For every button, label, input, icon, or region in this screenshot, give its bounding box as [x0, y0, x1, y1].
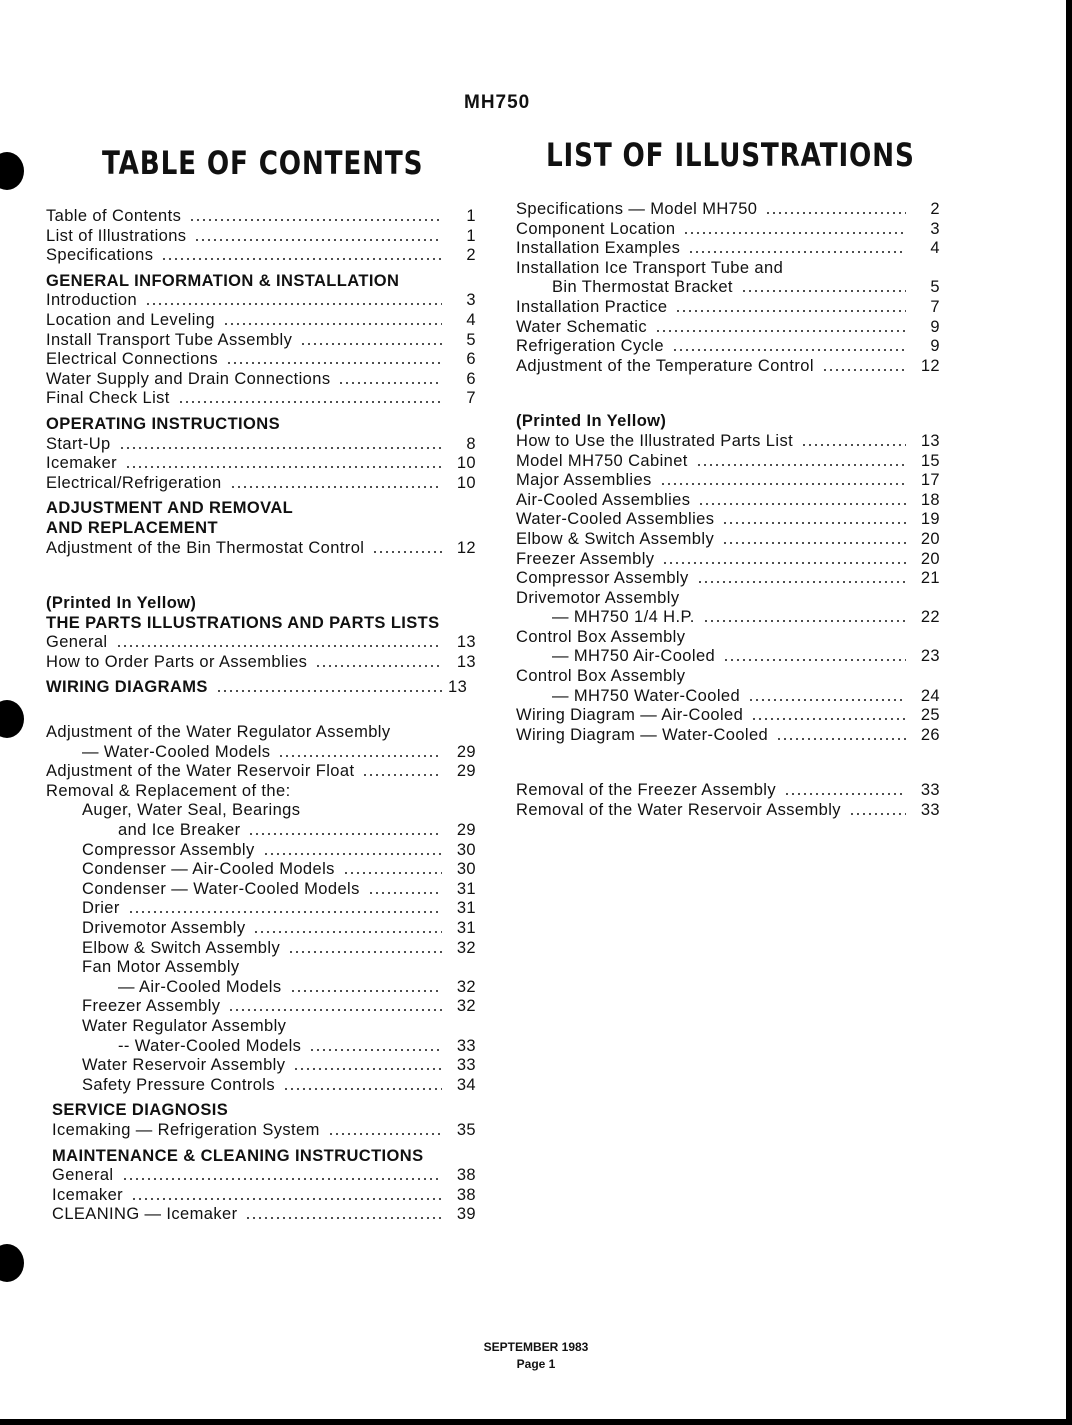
dot-leader: [119, 447, 442, 449]
entry-label: Icemaking — Refrigeration System: [52, 1120, 320, 1139]
dot-leader: [723, 659, 906, 661]
entry-label: and Ice Breaker: [118, 821, 241, 840]
entry-label: — MH750 Air-Cooled: [552, 647, 716, 666]
entry-label: Start-Up: [46, 434, 111, 453]
entry-label: CLEANING — Icemaker: [52, 1205, 238, 1224]
page-number: 13: [448, 678, 468, 697]
dot-leader: [125, 466, 442, 468]
entry-label: Water Supply and Drain Connections: [46, 369, 331, 388]
section-heading: [46, 678, 476, 698]
footer-date: SEPTEMBER 1983: [483, 1340, 589, 1354]
entry-label: -- Water-Cooled Models: [118, 1036, 302, 1055]
table-of-contents: [46, 207, 476, 1225]
entry-label: Elbow & Switch Assembly: [516, 529, 715, 548]
dot-leader: [751, 718, 906, 720]
dot-leader: [672, 349, 906, 351]
page-number: 12: [456, 538, 476, 557]
page-number: 4: [930, 239, 940, 258]
page-number: 7: [466, 389, 476, 408]
entry-label: Specifications — Model MH750: [516, 200, 758, 218]
page-number: 7: [930, 297, 940, 316]
page-number: 23: [920, 647, 940, 666]
contents-entry: [516, 220, 940, 240]
contents-entry: [46, 474, 476, 494]
entry-label: Water Schematic: [516, 317, 648, 336]
section-heading-label: ADJUSTMENT AND REMOVAL: [46, 499, 294, 518]
contents-entry: [516, 298, 940, 318]
page-number: 9: [930, 317, 940, 336]
entry-label: Refrigeration Cycle: [516, 337, 664, 356]
page-number: 29: [456, 762, 476, 781]
contents-entry: [46, 743, 476, 763]
section-heading: [46, 499, 476, 519]
page-number: 20: [920, 529, 940, 548]
dot-leader: [230, 486, 442, 488]
contents-entry: [46, 1076, 476, 1096]
contents-entry: [516, 667, 940, 687]
entry-label: Water Regulator Assembly: [82, 1016, 287, 1035]
entry-label: General: [46, 633, 108, 652]
contents-entry: [46, 860, 476, 880]
contents-entry: [516, 318, 940, 338]
contents-entry: [516, 337, 940, 357]
page-number: 32: [456, 938, 476, 957]
entry-label: Installation Practice: [516, 297, 668, 316]
contents-entry: [516, 239, 940, 259]
page-border-bottom: [0, 1419, 1072, 1425]
contents-entry: [46, 1037, 476, 1057]
dot-leader: [216, 690, 442, 692]
entry-label: Installation Examples: [516, 239, 681, 258]
dot-leader: [776, 738, 906, 740]
dot-leader: [253, 931, 442, 933]
contents-entry: [46, 899, 476, 919]
contents-entry: [46, 880, 476, 900]
page-number: 24: [920, 686, 940, 705]
entry-label: Component Location: [516, 219, 676, 238]
contents-entry: [516, 200, 940, 220]
dot-leader: [703, 620, 906, 622]
contents-entry: [46, 1205, 476, 1225]
dot-leader: [293, 1068, 442, 1070]
page-number: 1: [466, 226, 476, 245]
page-number: 33: [920, 781, 940, 800]
entry-label: — MH750 1/4 H.P.: [552, 608, 695, 627]
dot-leader: [178, 401, 442, 403]
page-number: 22: [920, 608, 940, 627]
contents-entry: [46, 939, 476, 959]
page-border-right: [1066, 0, 1072, 1425]
page-number: 6: [466, 350, 476, 369]
dot-leader: [683, 232, 906, 234]
section-heading-label: THE PARTS ILLUSTRATIONS AND PARTS LISTS: [46, 613, 440, 632]
contents-entry: [516, 471, 940, 491]
footer-page: Page 1: [516, 1357, 556, 1371]
page-number: 20: [920, 549, 940, 568]
entry-label: — Water-Cooled Models: [82, 742, 271, 761]
page-number: 17: [920, 471, 940, 490]
contents-entry: [516, 687, 940, 707]
entry-label: Freezer Assembly: [516, 549, 655, 568]
dot-leader: [194, 239, 442, 241]
page-number: 2: [930, 200, 940, 218]
entry-label: Electrical Connections: [46, 350, 219, 369]
contents-entry: [46, 762, 476, 782]
entry-label: Removal of the Water Reservoir Assembly: [516, 801, 841, 820]
entry-label: Adjustment of the Water Regulator Assembly: [46, 723, 391, 742]
contents-entry: [46, 370, 476, 390]
section-heading-label: (Printed In Yellow): [516, 412, 667, 431]
entry-label: Adjustment of the Water Reservoir Float: [46, 762, 355, 781]
entry-label: Auger, Water Seal, Bearings: [82, 801, 301, 820]
section-heading: [46, 594, 476, 614]
contents-entry: [46, 653, 476, 673]
entry-label: Control Box Assembly: [516, 627, 686, 646]
contents-entry: [516, 801, 940, 821]
entry-label: Compressor Assembly: [516, 569, 689, 588]
dot-leader: [245, 1217, 442, 1219]
page-number: 4: [466, 310, 476, 329]
page-number: 19: [920, 510, 940, 529]
section-heading-label: WIRING DIAGRAMS: [46, 678, 208, 697]
dot-leader: [741, 290, 906, 292]
page-number: 31: [456, 879, 476, 898]
entry-label: General: [52, 1166, 114, 1185]
entry-label: Installation Ice Transport Tube and: [516, 258, 784, 277]
dot-leader: [655, 330, 906, 332]
dot-leader: [328, 1133, 442, 1135]
page-number: 18: [920, 490, 940, 509]
contents-entry: [516, 647, 940, 667]
contents-entry: [516, 510, 940, 530]
entry-label: Icemaker: [52, 1185, 124, 1204]
contents-entry: [46, 997, 476, 1017]
entry-label: Drier: [82, 899, 120, 918]
dot-leader: [696, 464, 906, 466]
entry-label: Removal & Replacement of the:: [46, 781, 291, 800]
dot-leader: [801, 444, 906, 446]
section-heading: [46, 1147, 476, 1167]
page-number: 30: [456, 840, 476, 859]
entry-label: Specifications: [46, 246, 154, 265]
entry-label: — Air-Cooled Models: [118, 977, 282, 996]
contents-entry: [516, 259, 940, 279]
page-number: 13: [456, 633, 476, 652]
entry-label: Model MH750 Cabinet: [516, 451, 688, 470]
dot-leader: [822, 369, 906, 371]
dot-leader: [116, 645, 442, 647]
dot-leader: [688, 251, 906, 253]
contents-entry: [46, 841, 476, 861]
contents-entry: [516, 278, 940, 298]
entry-label: Control Box Assembly: [516, 667, 686, 686]
contents-entry: [46, 801, 476, 821]
entry-label: Condenser — Air-Cooled Models: [82, 860, 335, 879]
section-heading-label: AND REPLACEMENT: [46, 518, 218, 537]
page-number: 8: [466, 434, 476, 453]
entry-label: Install Transport Tube Assembly: [46, 330, 293, 349]
dot-leader: [722, 542, 906, 544]
dot-leader: [372, 551, 442, 553]
entry-label: Bin Thermostat Bracket: [552, 278, 733, 297]
binder-hole-icon: [0, 152, 24, 190]
entry-label: Major Assemblies: [516, 471, 652, 490]
dot-leader: [189, 219, 442, 221]
loi-title: LIST OF ILLUSTRATIONS: [546, 136, 915, 174]
contents-entry: [516, 530, 940, 550]
contents-entry: [516, 491, 940, 511]
page-number: 35: [456, 1120, 476, 1139]
entry-label: Adjustment of the Bin Thermostat Control: [46, 538, 365, 557]
page-number: 12: [920, 356, 940, 375]
contents-entry: [46, 539, 476, 559]
model-number: MH750: [464, 92, 531, 113]
page-number: 5: [466, 330, 476, 349]
contents-entry: [516, 569, 940, 589]
page-number: 33: [920, 801, 940, 820]
page-number: 6: [466, 369, 476, 388]
dot-leader: [662, 562, 906, 564]
page-number: 34: [456, 1075, 476, 1094]
dot-leader: [849, 813, 906, 815]
section-heading: [46, 614, 476, 634]
contents-entry: [516, 432, 940, 452]
page-number: 29: [456, 821, 476, 840]
page-number: 3: [930, 219, 940, 238]
binder-hole-icon: [0, 700, 24, 738]
contents-entry: [46, 350, 476, 370]
dot-leader: [309, 1049, 442, 1051]
page-number: 29: [456, 742, 476, 761]
contents-entry: [516, 589, 940, 609]
entry-label: How to Order Parts or Assemblies: [46, 652, 308, 671]
entry-label: Water-Cooled Assemblies: [516, 510, 715, 529]
dot-leader: [145, 303, 442, 305]
page-number: 31: [456, 919, 476, 937]
page-number: 33: [456, 1056, 476, 1075]
dot-leader: [722, 522, 906, 524]
dot-leader: [765, 212, 906, 214]
page-number: 26: [920, 725, 940, 744]
entry-label: Wiring Diagram — Water-Cooled: [516, 725, 769, 744]
entry-label: Drivemotor Assembly: [82, 919, 246, 937]
dot-leader: [698, 503, 906, 505]
dot-leader: [248, 833, 442, 835]
page-number: 10: [456, 473, 476, 492]
entry-label: Location and Leveling: [46, 310, 215, 329]
contents-entry: [46, 1056, 476, 1076]
page-number: 38: [456, 1185, 476, 1204]
page-number: 25: [920, 706, 940, 725]
page-number: 3: [466, 291, 476, 310]
dot-leader: [697, 581, 906, 583]
entry-label: Electrical/Refrigeration: [46, 473, 222, 492]
section-heading-label: GENERAL INFORMATION & INSTALLATION: [46, 271, 400, 290]
section-heading: [46, 1101, 476, 1121]
page-number: 33: [456, 1036, 476, 1055]
contents-entry: [46, 331, 476, 351]
dot-leader: [223, 323, 442, 325]
page-number: 39: [456, 1205, 476, 1224]
contents-entry: [46, 311, 476, 331]
page-number: 15: [920, 451, 940, 470]
contents-entry: [516, 781, 940, 801]
dot-leader: [300, 343, 442, 345]
entry-label: Compressor Assembly: [82, 840, 255, 859]
toc-title: TABLE OF CONTENTS: [102, 144, 424, 182]
dot-leader: [338, 382, 442, 384]
contents-entry: [46, 723, 476, 743]
dot-leader: [161, 258, 442, 260]
dot-leader: [288, 951, 442, 953]
dot-leader: [283, 1088, 442, 1090]
dot-leader: [128, 911, 442, 913]
contents-entry: [46, 1166, 476, 1186]
page-number: 13: [920, 431, 940, 450]
dot-leader: [675, 310, 906, 312]
section-heading-label: (Printed In Yellow): [46, 594, 197, 613]
contents-entry: [46, 291, 476, 311]
section-heading: [516, 412, 940, 432]
binder-hole-icon: [0, 1244, 24, 1282]
page-number: 13: [456, 652, 476, 671]
contents-entry: [516, 452, 940, 472]
section-heading-label: MAINTENANCE & CLEANING INSTRUCTIONS: [52, 1146, 424, 1165]
entry-label: Final Check List: [46, 389, 170, 408]
dot-leader: [131, 1198, 442, 1200]
entry-label: How to Use the Illustrated Parts List: [516, 431, 794, 450]
entry-label: Wiring Diagram — Air-Cooled: [516, 706, 744, 725]
dot-leader: [784, 793, 906, 795]
entry-label: Condenser — Water-Cooled Models: [82, 879, 360, 898]
contents-entry: [516, 726, 940, 746]
entry-label: Safety Pressure Controls: [82, 1075, 276, 1094]
contents-entry: [46, 1186, 476, 1206]
section-heading-label: OPERATING INSTRUCTIONS: [46, 414, 280, 433]
entry-label: List of Illustrations: [46, 226, 187, 245]
contents-entry: [46, 435, 476, 455]
entry-label: Icemaker: [46, 454, 118, 473]
entry-label: Freezer Assembly: [82, 997, 221, 1016]
page-number: 1: [466, 207, 476, 225]
page-number: 5: [930, 278, 940, 297]
dot-leader: [362, 774, 442, 776]
contents-entry: [516, 706, 940, 726]
entry-label: Water Reservoir Assembly: [82, 1056, 286, 1075]
contents-entry: [46, 246, 476, 266]
section-heading: [46, 519, 476, 539]
dot-leader: [660, 483, 906, 485]
entry-label: Table of Contents: [46, 207, 182, 225]
section-heading: [46, 415, 476, 435]
dot-leader: [228, 1009, 442, 1011]
contents-entry: [46, 978, 476, 998]
page-number: 9: [930, 337, 940, 356]
dot-leader: [290, 990, 442, 992]
section-heading-label: SERVICE DIAGNOSIS: [52, 1101, 229, 1120]
entry-label: Drivemotor Assembly: [516, 588, 680, 607]
page-number: 30: [456, 860, 476, 879]
page-number: 32: [456, 977, 476, 996]
contents-entry: [46, 1121, 476, 1141]
contents-entry: [516, 550, 940, 570]
contents-entry: [46, 389, 476, 409]
dot-leader: [263, 853, 442, 855]
page-number: 32: [456, 997, 476, 1016]
dot-leader: [343, 872, 442, 874]
dot-leader: [315, 665, 442, 667]
entry-label: Air-Cooled Assemblies: [516, 490, 691, 509]
entry-label: Adjustment of the Temperature Control: [516, 356, 814, 375]
contents-entry: [46, 919, 476, 939]
dot-leader: [122, 1178, 442, 1180]
page-number: 21: [920, 569, 940, 588]
dot-leader: [226, 362, 442, 364]
contents-entry: [46, 207, 476, 227]
contents-entry: [516, 357, 940, 377]
dot-leader: [748, 699, 906, 701]
contents-entry: [46, 633, 476, 653]
contents-entry: [46, 958, 476, 978]
page-number: 2: [466, 246, 476, 265]
entry-label: Introduction: [46, 291, 138, 310]
dot-leader: [368, 892, 442, 894]
entry-label: Removal of the Freezer Assembly: [516, 781, 776, 800]
page-number: 10: [456, 454, 476, 473]
contents-entry: [46, 227, 476, 247]
entry-label: Fan Motor Assembly: [82, 958, 240, 977]
page-number: 31: [456, 899, 476, 918]
section-heading: [46, 272, 476, 292]
entry-label: Elbow & Switch Assembly: [82, 938, 281, 957]
page-number: 38: [456, 1166, 476, 1185]
contents-entry: [46, 821, 476, 841]
contents-entry: [46, 782, 476, 802]
contents-entry: [46, 1017, 476, 1037]
list-of-illustrations: [516, 200, 940, 821]
dot-leader: [278, 755, 442, 757]
contents-entry: [46, 454, 476, 474]
entry-label: — MH750 Water-Cooled: [552, 686, 741, 705]
contents-entry: [516, 608, 940, 628]
contents-entry: [516, 628, 940, 648]
